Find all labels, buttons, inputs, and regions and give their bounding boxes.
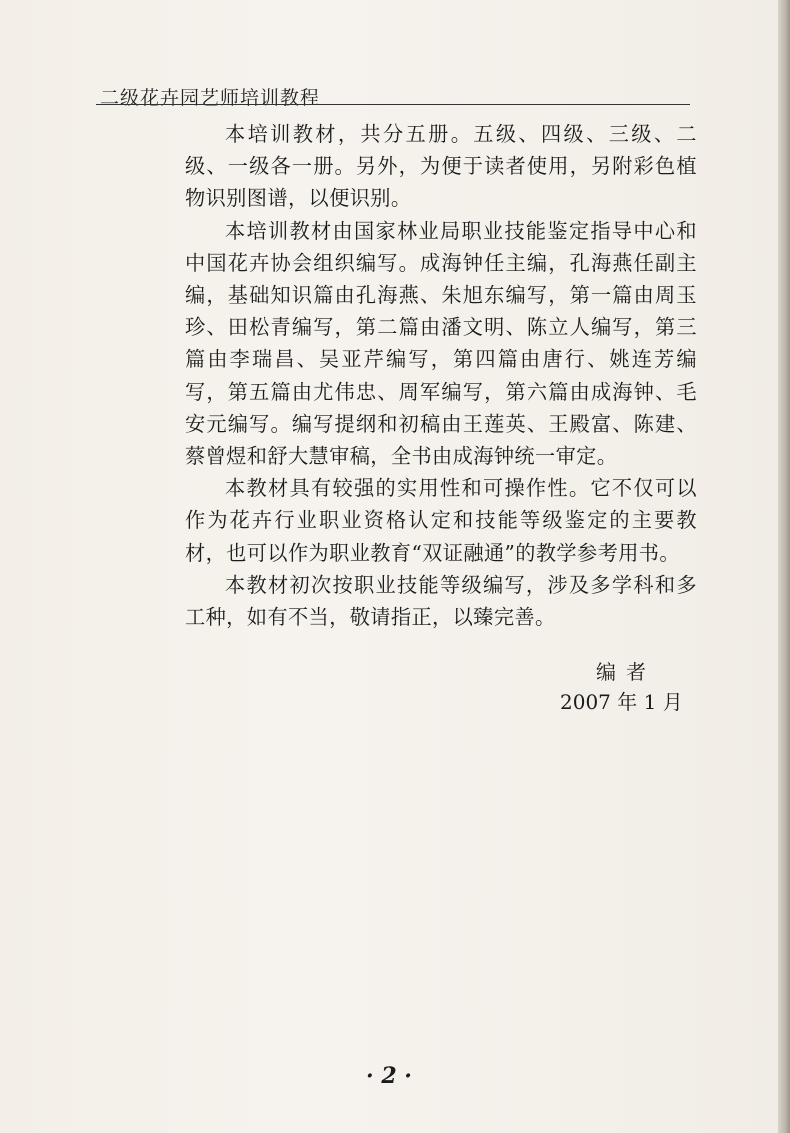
running-header: 二级花卉园艺师培训教程 [100, 87, 321, 109]
paragraph-3: 本教材具有较强的实用性和可操作性。它不仅可以作为花卉行业职业资格认定和技能等级鉴定的主要教材，也可以作为职业教育“双证融通”的教学参考用书。 [185, 476, 697, 565]
paragraph-1: 本培训教材，共分五册。五级、四级、三级、二级、一级各一册。另外，为便于读者使用，另附彩色植物识别图谱，以便识别。 [185, 122, 697, 211]
paragraph-4: 本教材初次按职业技能等级编写，涉及多学科和多工种，如有不当，敬请指正，以臻完善。 [185, 572, 697, 630]
page-edge-shadow [778, 0, 790, 1133]
paragraph-2: 本培训教材由国家林业局职业技能鉴定指导中心和中国花卉协会组织编写。成海钟任主编，孔海燕任副主编，基础知识篇由孔海燕、朱旭东编写，第一篇由周玉珍、田松青编写，第二篇由潘文明、陈立人编写，第三篇由李瑞昌、吴亚芹编写，第四篇由唐行、姚连芳编写，第五篇由尤伟忠、周军编写，第六篇由成海钟、毛安元编写。编写提纲和初稿由王莲英、王殿富、陈建、蔡曾煜和舒大慧审稿，全书由成海钟统一审定。 [185, 218, 697, 469]
signature-date: 2007 年 1 月 [560, 690, 683, 714]
header-rule [96, 104, 690, 105]
preface-body [185, 118, 697, 633]
signature-role: 编者 [596, 660, 656, 684]
page-number: · 2 · [366, 1063, 412, 1089]
signature-block [560, 657, 700, 717]
